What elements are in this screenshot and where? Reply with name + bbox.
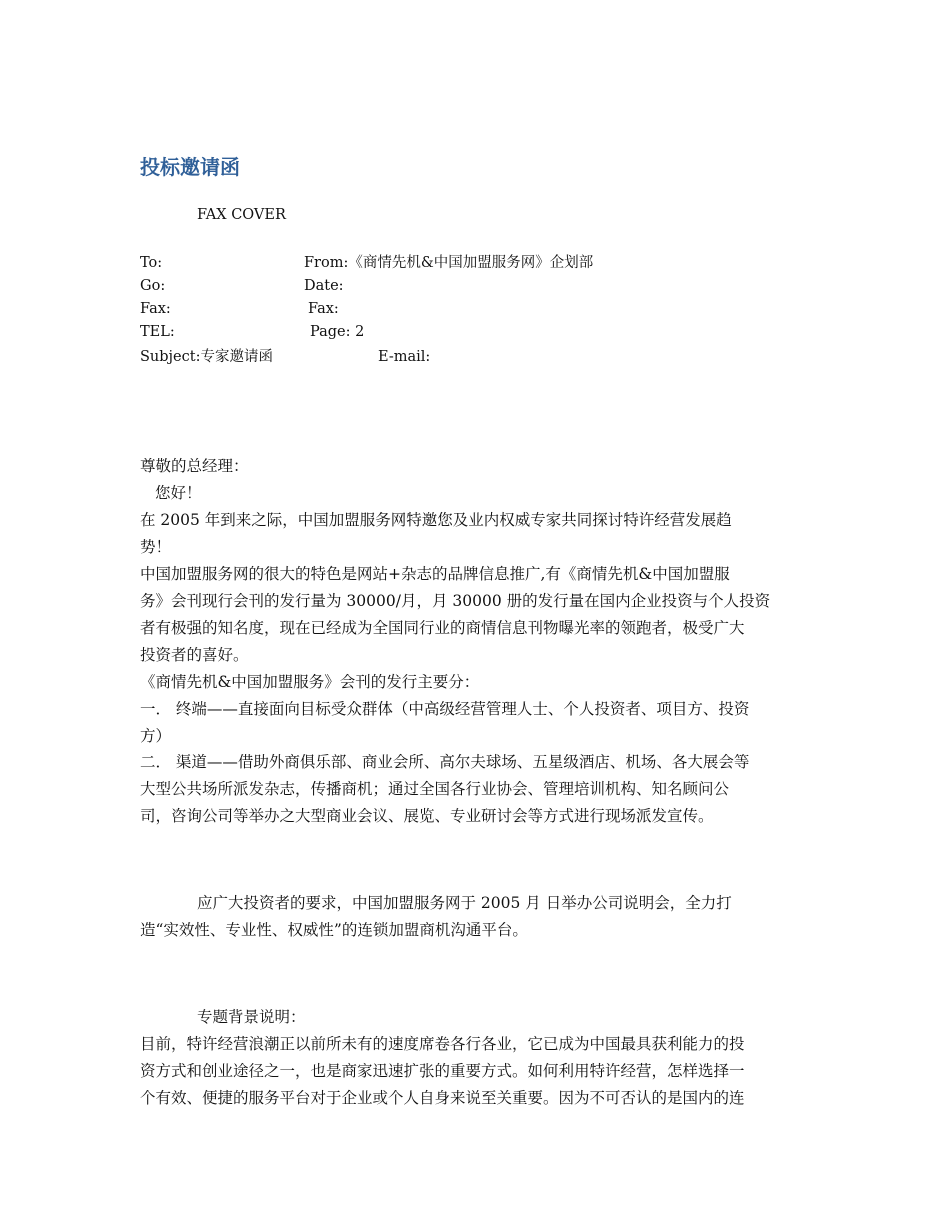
distribution-1-line-2: 方）: [140, 727, 172, 745]
fax-email-field: E-mail:: [378, 349, 431, 365]
distribution-2-line-1: 二． 渠道——借助外商俱乐部、商业会所、高尔夫球场、五星级酒店、机场、各大展会等: [140, 753, 750, 771]
paragraph-4-line-1: 目前，特许经营浪潮正以前所未有的速度席卷各行各业，它已成为中国最具获利能力的投: [140, 1035, 745, 1053]
greeting: 您好！: [155, 484, 202, 502]
distribution-2-line-3: 司，咨询公司等举办之大型商业会议、展览、专业研讨会等方式进行现场派发宣传。: [140, 807, 714, 825]
fax-tel-field: TEL:: [140, 324, 175, 340]
paragraph-4-line-3: 个有效、便捷的服务平台对于企业或个人自身来说至关重要。因为不可否认的是国内的连: [140, 1089, 745, 1107]
paragraph-2-line-1: 中国加盟服务网的很大的特色是网站+杂志的品牌信息推广,有《商情先机&中国加盟服: [140, 565, 730, 583]
fax-fax-right-field: Fax:: [308, 301, 339, 317]
paragraph-3-line-2: 造“实效性、专业性、权威性”的连锁加盟商机沟通平台。: [140, 921, 528, 939]
background-heading: 专题背景说明：: [197, 1008, 306, 1026]
fax-fax-left-field: Fax:: [140, 301, 171, 317]
distribution-1-line-1: 一． 终端——直接面向目标受众群体（中高级经营管理人士、个人投资者、项目方、投资: [140, 700, 750, 718]
fax-page-field: Page: 2: [310, 324, 365, 340]
paragraph-2-line-3: 者有极强的知名度，现在已经成为全国同行业的商情信息刊物曝光率的领跑者，极受广大: [140, 619, 745, 637]
paragraph-4-line-2: 资方式和创业途径之一，也是商家迅速扩张的重要方式。如何利用特许经营，怎样选择一: [140, 1062, 745, 1080]
fax-subject-field: Subject:专家邀请函: [140, 349, 273, 365]
distribution-2-line-2: 大型公共场所派发杂志，传播商机；通过全国各行业协会、管理培训机构、知名顾问公: [140, 780, 730, 798]
fax-cover-label: FAX COVER: [197, 207, 286, 223]
paragraph-3-line-1: 应广大投资者的要求，中国加盟服务网于 2005 月 日举办公司说明会，全力打: [197, 894, 732, 912]
fax-date-field: Date:: [304, 278, 344, 294]
paragraph-1-line-2: 势！: [140, 538, 172, 556]
fax-go-field: Go:: [140, 278, 166, 294]
fax-from-field: From:《商情先机&中国加盟服务网》企划部: [304, 255, 594, 271]
paragraph-1-line-1: 在 2005 年到来之际，中国加盟服务网特邀您及业内权威专家共同探讨特许经营发展趋: [140, 511, 732, 529]
distribution-intro: 《商情先机&中国加盟服务》会刊的发行主要分：: [140, 673, 480, 691]
paragraph-2-line-2: 务》会刊现行会刊的发行量为 30000/月，月 30000 册的发行量在国内企业投资与个人投资: [140, 592, 771, 610]
paragraph-2-line-4: 投资者的喜好。: [140, 646, 249, 664]
fax-to-field: To:: [140, 255, 163, 271]
salutation: 尊敬的总经理：: [140, 457, 249, 475]
document-title: 投标邀请函: [140, 155, 240, 179]
